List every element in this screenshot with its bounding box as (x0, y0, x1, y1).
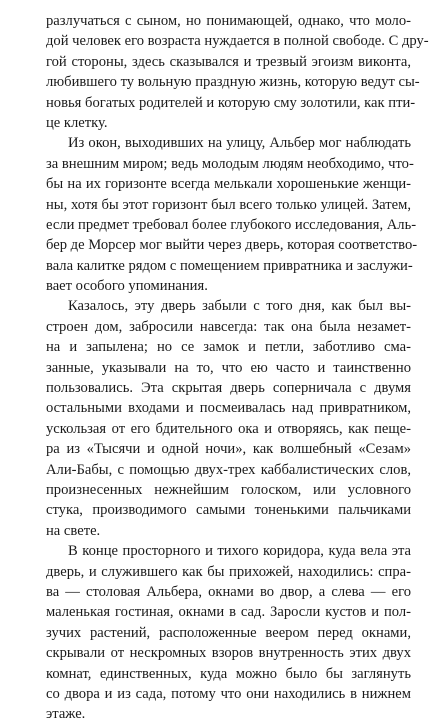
text-line: ны, хотя бы этот горизонт был всего только улицей. Затем, (46, 196, 411, 213)
paragraph-4 (46, 541, 411, 725)
text-line: дверь, и служившего как бы прихожей, находились: спра- (46, 563, 411, 580)
text-line: бер де Морсер мог выйти через дверь, которая соответство- (46, 237, 418, 254)
text-line: пользовались. Эта скрытая дверь соперничала с двумя (46, 380, 411, 397)
text-line: В конце просторного и тихого коридора, куда вела эта (68, 543, 411, 560)
text-line: зучих растений, расположенные веером перед окнами, (46, 624, 411, 641)
text-line: вала калитке рядом с помещением привратника и заслужи- (46, 257, 413, 274)
text-line: произнесенных нежнейшим голоском, или условного (46, 481, 411, 498)
text-line: ра из «Тысячи и одной ночи», как волшебный «Сезам» (46, 441, 411, 458)
text-line: ва — столовая Альбера, окнами во двор, а слева — его (46, 583, 411, 600)
text-line: этаже. (46, 706, 86, 723)
text-line: со двора и из сада, потому что они находились в нижнем (46, 685, 411, 702)
text-line: остальными входами и посмеивалась над привратником, (46, 400, 411, 417)
text-line: Из окон, выходивших на улицу, Альбер мог наблюдать (68, 135, 411, 152)
text-line: стука, производимого самыми тоненькими пальчиками (46, 502, 411, 519)
paragraph-2 (46, 133, 418, 296)
paragraph-1 (46, 11, 429, 133)
text-line: новья богатых родителей и которую сму золотили, как пти- (46, 94, 416, 111)
text-line: ускользая от его бдительного ока и отворяясь, как пеще- (46, 420, 411, 437)
text-line: комнат, единственных, куда можно было бы заглянуть (46, 665, 411, 682)
text-line: если предмет требовал более глубокого исследования, Аль- (46, 216, 417, 233)
text-line: разлучаться с сыном, но понимающей, однако, что моло- (46, 13, 411, 29)
text-line: за внешним миром; ведь молодым людям необходимо, что- (46, 155, 414, 172)
text-line: любившего ту вольную праздную жизнь, которую ведут сы- (46, 74, 420, 91)
text-line: дой человек его возраста нуждается в полной свободе. С дру- (46, 33, 429, 50)
text-line: гой стороны, здесь сказывался и трезвый эгоизм виконта, (46, 53, 411, 70)
page-text (46, 11, 429, 725)
text-line: строен дом, забросили навсегда: так она была незамет- (46, 318, 411, 335)
text-line: маленькая гостиная, окнами в сад. Заросли кустов и пол- (46, 604, 411, 621)
text-line: занные, указывали на то, что ею часто и таинственно (46, 359, 411, 376)
paragraph-3 (46, 296, 411, 541)
text-line: вает особого упоминания. (46, 278, 208, 295)
text-line: Казалось, эту дверь забыли с того дня, как был вы- (68, 298, 411, 315)
text-line: це клетку. (46, 114, 108, 131)
text-line: бы на их горизонте всегда мелькали хорошенькие женщи- (46, 176, 411, 193)
text-line: на свете. (46, 522, 101, 539)
text-line: скрывали от нескромных взоров внутренность этих двух (46, 645, 411, 662)
text-line: на и запылена; но се замок и петли, заботливо сма- (46, 339, 411, 356)
text-line: Али-Бабы, с помощью двух-трех каббалистических слов, (46, 461, 411, 478)
